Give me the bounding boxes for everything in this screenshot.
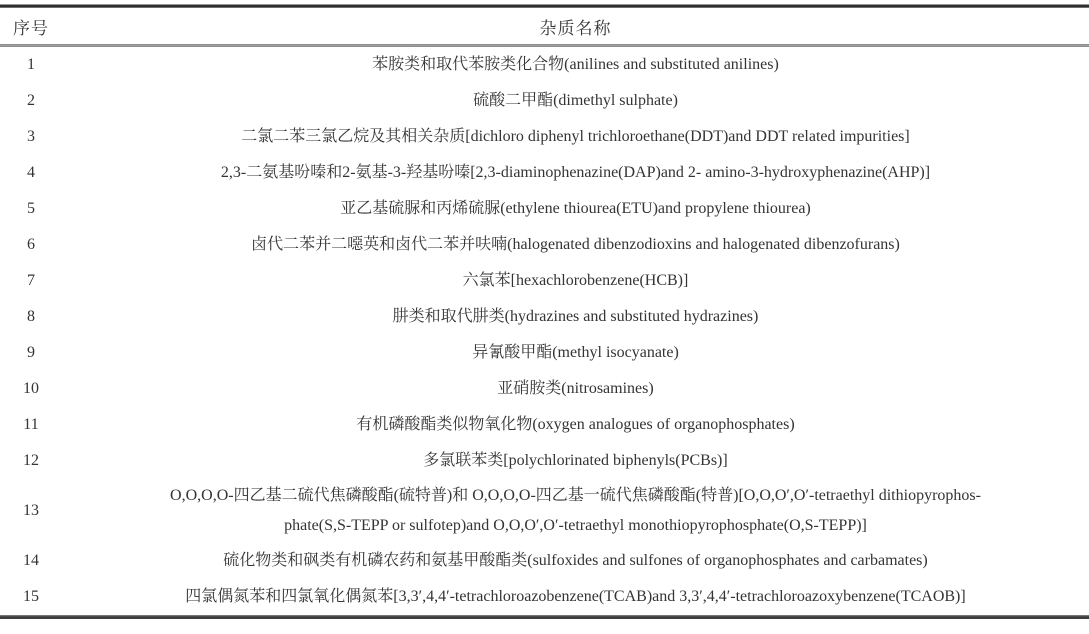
row-name-line: 硫化物类和砜类有机磷农药和氨基甲酸酯类(sulfoxides and sulfones of organophosphates and carbamates) [223, 552, 928, 569]
table-row [0, 335, 1089, 371]
row-index: 3 [27, 128, 35, 145]
table-row [0, 299, 1089, 335]
table-row [0, 407, 1089, 443]
row-name [62, 372, 1089, 406]
row-name [62, 228, 1089, 262]
row-index: 14 [23, 552, 39, 569]
row-name-line: 四氯偶氮苯和四氯氧化偶氮苯[3,3′,4,4′-tetrachloroazobenzene(TCAB)and 3,3′,4,4′-tetrachloroazoxybenzene(TCAOB)] [185, 588, 966, 605]
table-bottom-rule [0, 615, 1089, 619]
row-name-line: 卤代二苯并二噁英和卤代二苯并呋喃(halogenated dibenzodioxins and halogenated dibenzofurans) [251, 236, 900, 253]
row-name-line: 异氰酸甲酯(methyl isocyanate) [472, 344, 679, 361]
row-name-line: 多氯联苯类[polychlorinated biphenyls(PCBs)] [423, 452, 728, 469]
row-name [62, 336, 1089, 370]
row-name-line: 六氯苯[hexachlorobenzene(HCB)] [462, 272, 689, 289]
row-name-line: 硫酸二甲酯(dimethyl sulphate) [473, 92, 678, 109]
row-name-line: phate(S,S-TEPP or sulfotep)and O,O,O′,O′-tetraethyl monothiopyrophosphate(O,S-TEPP)] [284, 517, 867, 534]
table-row [0, 263, 1089, 299]
row-name-line: 肼类和取代肼类(hydrazines and substituted hydrazines) [392, 308, 759, 325]
row-name [62, 120, 1089, 154]
row-name [62, 408, 1089, 442]
row-name-line: 亚乙基硫脲和丙烯硫脲(ethylene thiourea(ETU)and propylene thiourea) [340, 200, 811, 217]
row-index: 5 [27, 200, 35, 217]
table-row [0, 47, 1089, 83]
table-row [0, 371, 1089, 407]
table-row [0, 83, 1089, 119]
table-row [0, 579, 1089, 615]
impurity-table [0, 4, 1089, 619]
row-name-line: O,O,O,O-四乙基二硫代焦磷酸酯(硫特普)和 O,O,O,O-四乙基一硫代焦磷酸酯(特普)[O,O,O′,O′-tetraethyl dithiopyrophos- [170, 487, 981, 504]
row-name-line: 二氯二苯三氯乙烷及其相关杂质[dichloro diphenyl trichloroethane(DDT)and DDT related impurities] [241, 128, 910, 145]
row-name [62, 156, 1089, 190]
row-name [62, 300, 1089, 334]
row-index: 10 [23, 380, 39, 397]
row-index: 9 [27, 344, 35, 361]
row-name-line: 苯胺类和取代苯胺类化合物(anilines and substituted anilines) [372, 56, 779, 73]
table-row [0, 227, 1089, 263]
row-name-line: 亚硝胺类(nitrosamines) [497, 380, 654, 397]
row-index: 4 [27, 164, 35, 181]
row-name [62, 479, 1089, 543]
row-name [62, 544, 1089, 578]
row-index: 12 [23, 452, 39, 469]
row-index: 11 [23, 416, 39, 433]
row-index: 6 [27, 236, 35, 253]
row-index: 2 [27, 92, 35, 109]
table-row [0, 543, 1089, 579]
header-col-index: 序号 [13, 18, 49, 38]
row-index: 15 [23, 588, 39, 605]
row-name [62, 580, 1089, 614]
row-index: 13 [23, 502, 39, 519]
row-index: 7 [27, 272, 35, 289]
row-name [62, 192, 1089, 226]
row-name [62, 84, 1089, 118]
table-row [0, 155, 1089, 191]
row-name-line: 2,3-二氨基吩嗪和2-氨基-3-羟基吩嗪[2,3-diaminophenazine(DAP)and 2- amino-3-hydroxyphenazine(AHP)] [220, 164, 931, 181]
table-row [0, 119, 1089, 155]
row-index: 1 [27, 56, 35, 73]
row-name-line: 有机磷酸酯类似物氧化物(oxygen analogues of organophosphates) [356, 416, 795, 433]
row-name [62, 444, 1089, 478]
table-row [0, 443, 1089, 479]
table-row [0, 191, 1089, 227]
table-row [0, 479, 1089, 543]
table-body [0, 47, 1089, 615]
row-name [62, 48, 1089, 82]
header-col-name: 杂质名称 [539, 18, 612, 38]
row-index: 8 [27, 308, 35, 325]
row-name [62, 264, 1089, 298]
table-header-row [0, 8, 1089, 44]
